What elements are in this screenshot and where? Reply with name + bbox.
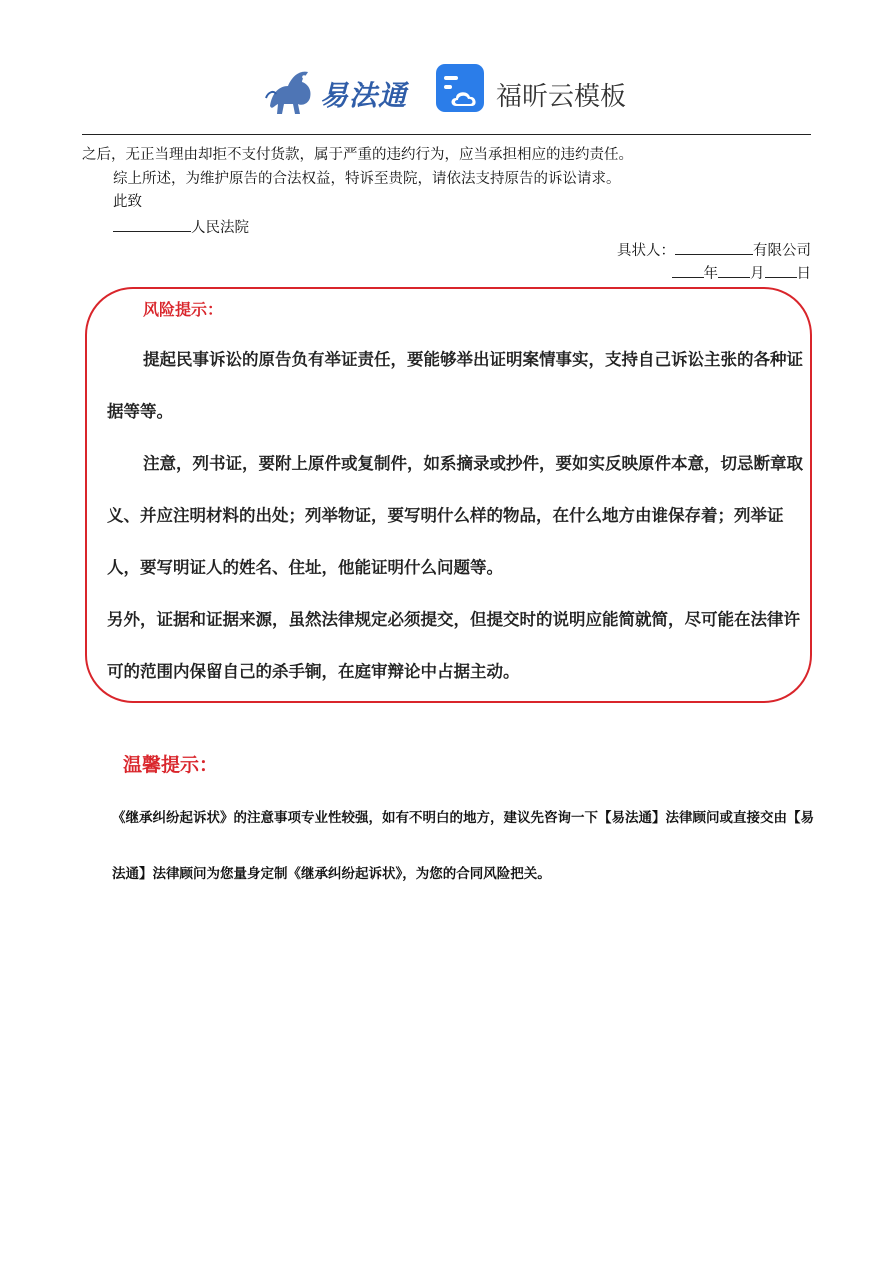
- court-suffix: 人民法院: [191, 220, 249, 236]
- day-blank[interactable]: [765, 263, 797, 278]
- date-year: 年: [703, 266, 718, 282]
- risk-paragraph-1: 提起民事诉讼的原告负有举证责任，要能够举出证明案情事实，支持自己诉讼主张的各种证据等等。: [107, 350, 803, 421]
- court-name-blank[interactable]: [113, 217, 191, 232]
- company-name-blank[interactable]: [675, 240, 753, 255]
- qilin-logo-icon: [262, 62, 320, 120]
- letter-line-2: 综上所述，为维护原告的合法权益，特诉至贵院，请依法支持原告的诉讼请求。: [113, 171, 621, 187]
- letter-line-1: 之后，无正当理由却拒不支付货款，属于严重的违约行为，应当承担相应的违约责任。: [82, 147, 633, 163]
- page-header: [0, 60, 893, 124]
- foxit-template-logo: [436, 64, 636, 120]
- year-blank[interactable]: [672, 263, 704, 278]
- date-month: 月: [750, 266, 765, 282]
- court-line: [113, 217, 249, 237]
- signer-line: [617, 240, 811, 260]
- warm-tip-title: 温馨提示：: [123, 754, 219, 776]
- signer-suffix: 有限公司: [753, 243, 811, 259]
- header-divider: [82, 134, 811, 135]
- month-blank[interactable]: [718, 263, 750, 278]
- foxit-cloud-icon: [436, 64, 486, 114]
- yifatong-logo-text: 易法通: [320, 79, 408, 112]
- risk-paragraph-2: 注意，列书证，要附上原件或复制件，如系摘录或抄件，要如实反映原件本意，切忌断章取义、并应注明材料的出处；列举物证，要写明什么样的物品，在什么地方由谁保存着；列举证人，要写明证人的姓名、住址，他能证明什么问题等。: [107, 454, 803, 577]
- risk-notice-title: 风险提示：: [143, 300, 224, 319]
- signer-label: 具状人：: [617, 243, 675, 259]
- warm-tip-text: 《继承纠纷起诉状》的注意事项专业性较强，如有不明白的地方，建议先咨询一下【易法通】法律顾问或直接交由【易法通】法律顾问为您量身定制《继承纠纷起诉状》，为您的合同风险把关。: [112, 810, 814, 882]
- foxit-template-logo-text: 福昕云模板: [496, 82, 627, 112]
- risk-paragraph-3: 另外，证据和证据来源，虽然法律规定必须提交，但提交时的说明应能简就简，尽可能在法律许可的范围内保留自己的杀手锏，在庭审辩论中占据主动。: [107, 610, 800, 681]
- yifatong-logo: [262, 62, 412, 120]
- letter-salutation: 此致: [113, 194, 142, 210]
- date-day: 日: [796, 266, 811, 282]
- date-line: [672, 263, 812, 283]
